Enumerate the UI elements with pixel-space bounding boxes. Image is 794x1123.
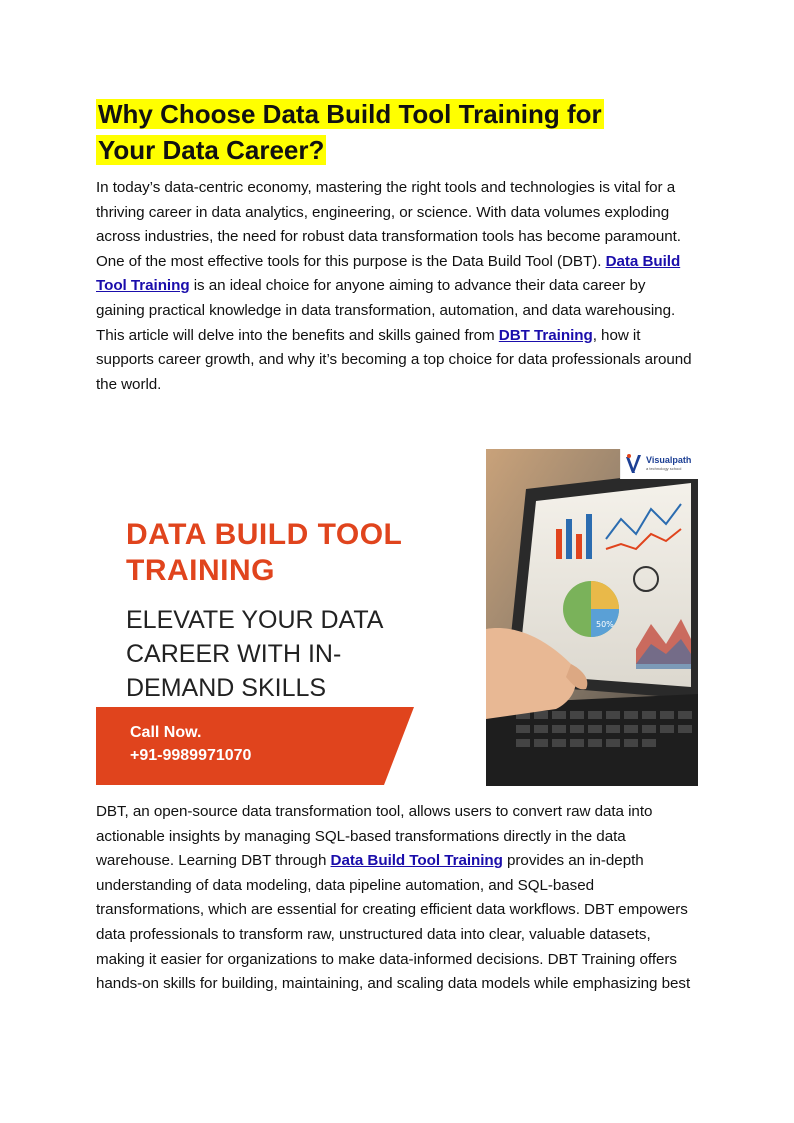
intro-text-3: , how it supports career growth, and why it’s becoming a top choice for data professionals around the world. [96,326,692,393]
pie-label: 50% [596,620,614,629]
second-section [96,800,698,997]
intro-paragraph [96,176,698,397]
logo-name: Visualpath [646,455,692,465]
article [96,96,698,397]
page-title [96,96,698,168]
second-paragraph [96,800,698,997]
call-now-label: Call Now. [130,724,202,741]
banner-subtitle: ELEVATE YOUR DATA CAREER WITH IN-DEMAND SKILLS [126,606,383,702]
title-line-2: Your Data Career? [98,135,325,165]
banner-title: DATA BUILD TOOL TRAINING [126,518,402,587]
promo-banner [96,449,698,786]
dbt-training-link[interactable]: DBT Training [498,326,593,344]
data-build-tool-training-link-2[interactable]: Data Build Tool Training [330,852,503,870]
phone-number: +91-9989971070 [130,747,252,764]
call-now-block [130,721,251,767]
intro-text-2: is an ideal choice for anyone aiming to advance their data career by gaining practical knowledge in data transformation, automation, and data warehousing. This article will delve into the benefits and skills gained from [96,277,676,344]
second-text-2: provides an in-depth understanding of data modeling, data pipeline automation, and SQL-based transformations, which are essential for creating efficient data workflows. DBT empowers data professionals to transform raw, unstructured data into clear, valuable datasets, making it easier for organizations to make data-informed decisions. DBT Training offers hands-on skills for building, maintaining, and scaling data models while emphasizing best [96,852,691,993]
laptop-photo [486,449,698,786]
second-text-1: DBT, an open-source data transformation tool, allows users to convert raw data into actionable insights by managing SQL-based transformations directly in the data warehouse. Learning DBT through [96,803,653,870]
data-build-tool-training-link[interactable]: Data Build Tool Training [96,252,681,295]
title-line-1: Why Choose Data Build Tool Training for [98,99,602,129]
intro-text-1: In today’s data-centric economy, mastering the right tools and technologies is vital for a thriving career in data analytics, engineering, or science. With data volumes exploding across industries, the need for robust data transformation tools has become paramount. One of the most effective tools for this purpose is the Data Build Tool (DBT). [96,179,681,270]
visualpath-logo-icon [624,453,644,475]
logo-tagline: a technology school [646,466,682,471]
